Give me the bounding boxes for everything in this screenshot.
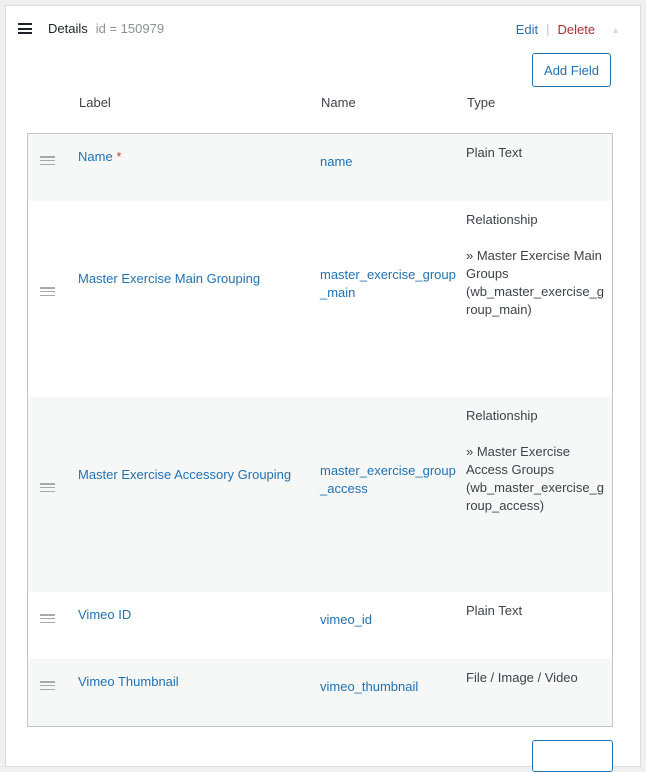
field-type-line: Plain Text (466, 145, 523, 160)
field-label[interactable]: Vimeo ID (78, 607, 132, 622)
field-type-line: Relationship (466, 212, 538, 227)
fields-table (27, 133, 613, 727)
table-row (28, 134, 612, 201)
table-row (28, 659, 612, 726)
drag-handle-icon[interactable] (40, 614, 55, 623)
group-id: id = 150979 (95, 21, 165, 36)
separator: | (546, 22, 550, 37)
field-type-line: Relationship (466, 408, 538, 423)
field-type-line: File / Image / Video (466, 670, 578, 685)
field-type-line: Plain Text (466, 603, 523, 618)
delete-link[interactable]: Delete (557, 22, 596, 37)
table-row (28, 592, 612, 659)
field-type-line: » Master Exercise Access Groups (wb_master_exercise_group_access) (466, 444, 605, 513)
field-label-link[interactable] (78, 606, 131, 624)
drag-handle-icon[interactable] (40, 483, 55, 492)
field-label-link[interactable] (78, 673, 179, 691)
column-header-label: Label (79, 95, 111, 110)
field-name-link[interactable]: master_exercise_group_main (320, 267, 456, 300)
table-row (28, 201, 612, 397)
field-type (466, 669, 606, 687)
field-label[interactable]: Master Exercise Accessory Grouping (78, 467, 292, 482)
field-type (466, 602, 606, 620)
field-name-link[interactable]: vimeo_thumbnail (320, 679, 419, 694)
field-label[interactable]: Vimeo Thumbnail (78, 674, 179, 689)
field-type-line: » Master Exercise Main Groups (wb_master_exercise_group_main) (466, 248, 605, 317)
field-label-link[interactable] (78, 148, 121, 166)
add-field-button[interactable]: Add Field (532, 53, 611, 87)
field-name-link[interactable]: master_exercise_group_access (320, 463, 456, 496)
field-label-link[interactable] (78, 466, 291, 484)
header-actions (516, 22, 620, 37)
field-label[interactable]: Master Exercise Main Grouping (78, 271, 261, 286)
field-group-panel (5, 5, 641, 767)
field-type-line (466, 229, 606, 247)
drag-handle-icon[interactable] (40, 156, 55, 165)
field-type (466, 211, 606, 319)
group-title: Details (48, 21, 88, 36)
required-mark: * (116, 149, 122, 164)
drag-handle-icon[interactable] (40, 681, 55, 690)
field-type (466, 407, 606, 515)
edit-link[interactable]: Edit (515, 22, 539, 37)
panel-header (18, 21, 164, 36)
drag-menu-icon[interactable] (18, 23, 32, 34)
field-name-link[interactable]: vimeo_id (320, 612, 373, 627)
field-name-link[interactable]: name (320, 154, 353, 169)
field-label[interactable]: Name (78, 149, 113, 164)
field-label-link[interactable] (78, 270, 260, 288)
field-type-line (466, 425, 606, 443)
drag-handle-icon[interactable] (40, 287, 55, 296)
column-header-type: Type (467, 95, 496, 110)
column-header-name: Name (321, 95, 356, 110)
add-field-button-bottom[interactable] (532, 740, 613, 772)
field-type (466, 144, 606, 162)
table-row (28, 397, 612, 592)
collapse-icon[interactable]: ▲ (611, 24, 620, 35)
